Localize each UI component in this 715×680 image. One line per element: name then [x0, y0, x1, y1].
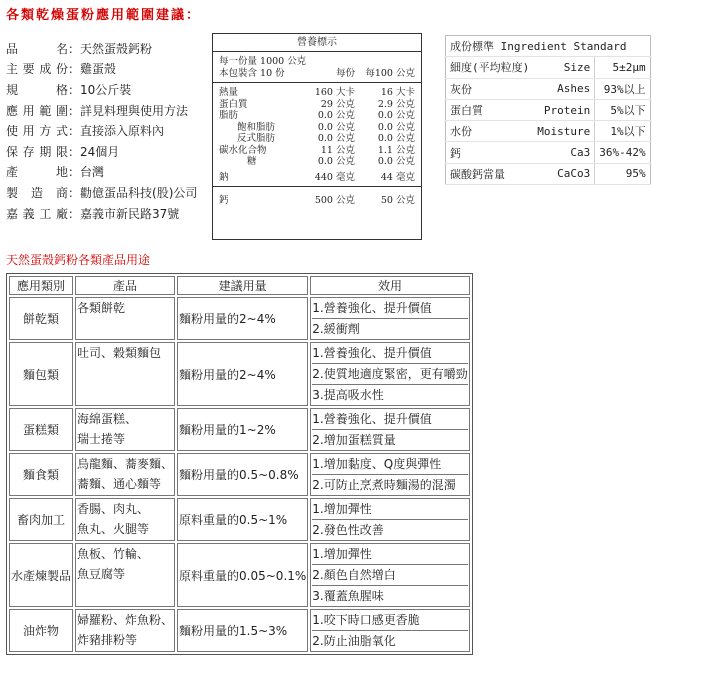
standard-zh: 碳酸鈣當量	[446, 163, 534, 184]
usage-effect-line: 2.防止油脂氧化	[312, 630, 467, 651]
product-info-table	[6, 38, 206, 223]
nutrition-row	[213, 110, 421, 122]
usage-effects	[310, 609, 469, 652]
usage-product-line: 香腸、肉丸、	[77, 502, 150, 516]
usage-product-line: 魚豆腐等	[77, 567, 126, 581]
nutrition-serving: 每一份量 1000 公克	[219, 56, 307, 67]
product-info-colon: ：	[68, 144, 81, 159]
product-info-key: 產地	[6, 165, 68, 180]
nutrition-per-100g: 0.0 公克	[377, 156, 415, 167]
nutrition-per-serving: 0.0 公克	[317, 156, 355, 167]
usage-dosage: 麵粉用量的0.5~0.8%	[177, 453, 308, 496]
nutrition-label: 反式脂肪	[237, 133, 276, 144]
usage-product-line: 炸豬排粉等	[77, 633, 138, 647]
nutrition-per-serving: 0.0 公克	[317, 110, 355, 121]
usage-effects	[310, 297, 469, 340]
usage-effect-line: 2.使質地適度緊密，更有嚼勁	[312, 363, 467, 384]
product-info-row	[6, 100, 206, 121]
usage-effect-line: 2.可防止烹煮時麵湯的混濁	[312, 474, 467, 495]
product-info-value: 天然蛋殼鈣粉	[80, 41, 153, 56]
standard-en: CaCo3	[533, 163, 594, 184]
usage-row	[9, 498, 470, 541]
usage-effects	[310, 453, 469, 496]
nutrition-label: 熱量	[219, 87, 239, 98]
product-info-row	[6, 182, 206, 203]
nutrition-per-serving: 0.0 公克	[317, 133, 355, 144]
standard-zh: 水份	[446, 121, 534, 142]
product-info-key: 應用範圍	[6, 103, 68, 118]
usage-dosage: 原料重量的0.5~1%	[177, 498, 308, 541]
standard-en: Size	[533, 57, 594, 78]
product-info-row	[6, 59, 206, 80]
usage-effects	[310, 498, 469, 541]
nutrition-title: 營養標示	[213, 34, 421, 52]
usage-products	[75, 297, 175, 340]
usage-products	[75, 453, 175, 496]
usage-products	[75, 342, 175, 406]
product-info-value: 台灣	[80, 165, 105, 180]
product-info-value: 24個月	[80, 144, 120, 159]
standard-value: 5%以下	[595, 99, 650, 120]
nutrition-row	[213, 133, 421, 145]
usage-product-line: 蕎麵、通心麵等	[77, 477, 162, 491]
usage-effect-line: 1.增加彈性	[312, 502, 372, 516]
product-info-row	[6, 141, 206, 162]
usage-row	[9, 543, 470, 607]
nutrition-row	[213, 122, 421, 134]
standard-value: 1%以下	[595, 121, 650, 142]
product-info-row	[6, 38, 206, 59]
nutrition-label: 脂肪	[219, 110, 239, 121]
product-info-colon: ：	[68, 124, 81, 139]
product-info-colon: ：	[68, 206, 81, 221]
usage-products	[75, 498, 175, 541]
usage-dosage: 麵粉用量的1~2%	[177, 408, 308, 451]
usage-effects	[310, 408, 469, 451]
usage-product-line: 魚丸、火腿等	[77, 522, 150, 536]
usage-product-line: 吐司、穀類麵包	[77, 346, 162, 360]
product-info-colon: ：	[68, 82, 81, 97]
product-info-key: 規格	[6, 82, 68, 97]
product-info-value: 10公斤裝	[80, 82, 132, 97]
nutrition-label: 鈣	[219, 195, 229, 206]
standard-zh: 鈣	[446, 142, 534, 163]
nutrition-col-per-serving: 每份	[335, 67, 355, 79]
nutrition-row	[213, 172, 421, 184]
product-info-value: 勸億蛋品科技(股)公司	[80, 185, 198, 200]
usage-category: 油炸物	[9, 609, 73, 652]
standard-row	[446, 163, 651, 184]
product-info-colon: ：	[68, 185, 81, 200]
nutrition-row	[213, 99, 421, 111]
product-info-key: 使用方式	[6, 124, 68, 139]
nutrition-per-100g: 1.1 公克	[377, 144, 415, 156]
usage-section-title: 天然蛋殼鈣粉各類產品用途	[6, 253, 151, 267]
nutrition-servings-per-pack: 本包裝含 10 份	[219, 67, 285, 79]
nutrition-label: 碳水化合物	[219, 144, 267, 156]
standard-row	[446, 78, 651, 99]
nutrition-per-100g: 2.9 公克	[377, 98, 415, 110]
usage-effect-line: 2.顏色自然增白	[312, 564, 467, 585]
nutrition-label: 鈉	[219, 171, 229, 183]
usage-dosage: 麵粉用量的2~4%	[177, 297, 308, 340]
usage-category: 畜肉加工	[9, 498, 73, 541]
usage-effect-line: 1.營養強化、提升價值	[312, 412, 432, 426]
usage-effect-line: 1.營養強化、提升價值	[312, 301, 432, 315]
standard-row	[446, 121, 651, 142]
usage-category: 麵包類	[9, 342, 73, 406]
usage-effect-line: 1.增加彈性	[312, 547, 372, 561]
usage-header: 產品	[75, 276, 175, 295]
standard-value: 93%以上	[595, 78, 650, 99]
nutrition-label: 糖	[247, 156, 257, 167]
usage-row	[9, 297, 470, 340]
usage-effect-line: 3.提高吸水性	[312, 384, 467, 405]
usage-products	[75, 609, 175, 652]
usage-effect-line: 1.咬下時口感更香脆	[312, 613, 420, 627]
usage-products	[75, 543, 175, 607]
product-info-value: 直接添入原料內	[80, 124, 165, 139]
product-info-value: 雞蛋殼	[80, 62, 117, 77]
nutrition-per-serving: 440 毫克	[314, 171, 355, 183]
standard-en: Protein	[533, 99, 594, 120]
usage-category: 餅乾類	[9, 297, 73, 340]
usage-header: 效用	[310, 276, 469, 295]
nutrition-label	[212, 33, 422, 240]
standard-row	[446, 142, 651, 163]
usage-product-line: 各類餅乾	[77, 301, 126, 315]
product-info-row	[6, 162, 206, 183]
usage-dosage: 原料重量的0.05~0.1%	[177, 543, 308, 607]
usage-effect-line: 2.緩衝劑	[312, 318, 467, 339]
product-info-row	[6, 120, 206, 141]
usage-product-line: 海綿蛋糕、	[77, 412, 138, 426]
standard-value: 5±2μm	[595, 57, 650, 78]
product-info-key: 主要成份	[6, 62, 68, 77]
usage-product-line: 瑞士捲等	[77, 432, 126, 446]
usage-effect-line: 3.覆蓋魚腥味	[312, 585, 467, 606]
page-title: 各類乾燥蛋粉應用範圍建議：	[6, 8, 202, 23]
usage-effects	[310, 342, 469, 406]
nutrition-label: 飽和脂肪	[237, 121, 276, 133]
standard-en: Moisture	[533, 121, 594, 142]
nutrition-label: 蛋白質	[219, 98, 248, 110]
product-info-key: 製造商	[6, 185, 68, 200]
standard-value: 95%	[595, 163, 650, 184]
usage-category: 蛋糕類	[9, 408, 73, 451]
standard-row	[446, 57, 651, 78]
usage-table	[6, 273, 473, 655]
nutrition-per-100g: 0.0 公克	[377, 121, 415, 133]
nutrition-row	[213, 87, 421, 99]
usage-effects	[310, 543, 469, 607]
product-info-colon: ：	[68, 103, 81, 118]
standard-row	[446, 99, 651, 120]
usage-products	[75, 408, 175, 451]
usage-row	[9, 609, 470, 652]
nutrition-per-serving: 11 公克	[320, 144, 355, 156]
usage-category: 麵食類	[9, 453, 73, 496]
nutrition-row	[213, 145, 421, 157]
product-info-colon: ：	[68, 41, 81, 56]
product-info-key: 保存期限	[6, 144, 68, 159]
usage-effect-line: 1.營養強化、提升價值	[312, 346, 432, 360]
usage-row	[9, 342, 470, 406]
usage-effect-line: 2.發色性改善	[312, 519, 467, 540]
nutrition-per-serving: 160 大卡	[314, 87, 355, 98]
usage-product-line: 魚板、竹輪、	[77, 547, 150, 561]
standard-zh: 灰份	[446, 78, 534, 99]
nutrition-per-100g: 44 毫克	[380, 171, 415, 183]
nutrition-row	[213, 156, 421, 168]
usage-product-line: 烏龍麵、蕎麥麵、	[77, 457, 174, 471]
usage-row	[9, 453, 470, 496]
nutrition-per-100g: 0.0 公克	[377, 133, 415, 144]
ingredient-standard-table	[445, 35, 651, 185]
product-info-value: 嘉義市新民路37號	[80, 206, 180, 221]
usage-effect-line: 2.增加蛋糕質量	[312, 429, 467, 450]
standard-en: Ashes	[533, 78, 594, 99]
standard-header: 成份標準 Ingredient Standard	[446, 36, 651, 57]
product-info-key: 嘉義工廠	[6, 206, 68, 221]
standard-en: Ca3	[533, 142, 594, 163]
product-info-key: 品名	[6, 41, 68, 56]
nutrition-per-serving: 0.0 公克	[317, 121, 355, 133]
usage-product-line: 婦羅粉、炸魚粉、	[77, 613, 174, 627]
usage-effect-line: 1.增加黏度、Q度與彈性	[312, 457, 442, 471]
usage-header: 應用類別	[9, 276, 73, 295]
usage-dosage: 麵粉用量的1.5~3%	[177, 609, 308, 652]
nutrition-per-serving: 500 公克	[314, 195, 355, 206]
usage-row	[9, 408, 470, 451]
usage-dosage: 麵粉用量的2~4%	[177, 342, 308, 406]
standard-zh: 蛋白質	[446, 99, 534, 120]
nutrition-per-100g: 16 大卡	[380, 87, 415, 98]
product-info-row	[6, 79, 206, 100]
nutrition-per-100g: 0.0 公克	[377, 110, 415, 121]
nutrition-per-serving: 29 公克	[320, 98, 355, 110]
nutrition-col-per-100g: 每100 公克	[365, 67, 415, 79]
product-info-colon: ：	[68, 62, 81, 77]
standard-value: 36%-42%	[595, 142, 650, 163]
nutrition-row	[213, 195, 421, 207]
nutrition-per-100g: 50 公克	[380, 195, 415, 206]
product-info-value: 詳見料理與使用方法	[80, 103, 189, 118]
product-info-colon: ：	[68, 165, 81, 180]
usage-category: 水產煉製品	[9, 543, 73, 607]
usage-header: 建議用量	[177, 276, 308, 295]
product-info-row	[6, 203, 206, 224]
standard-zh: 細度(平均粒度)	[446, 57, 534, 78]
